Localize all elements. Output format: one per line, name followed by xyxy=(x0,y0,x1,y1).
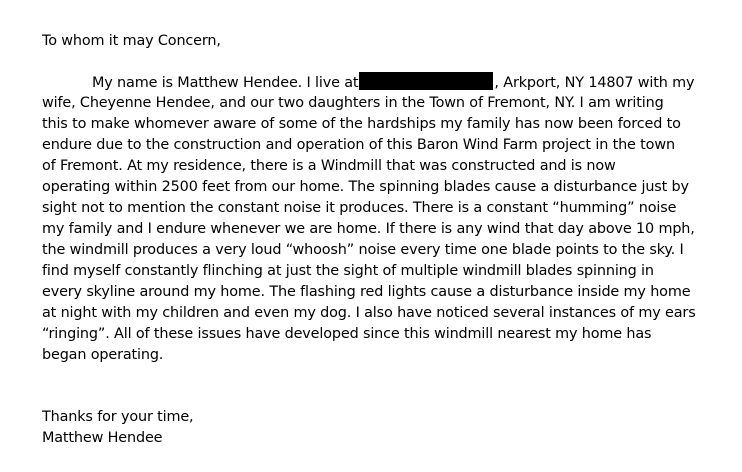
body-line: the windmill produces a very loud “whoosh” noise every time one blade points to the sky. I xyxy=(42,242,684,258)
body-line: at night with my children and even my dog. I also have noticed several instances of my ears xyxy=(42,305,696,321)
first-line-start: My name is Matthew Hendee. I live at xyxy=(92,75,359,91)
first-line-end: , Arkport, NY 14807 with my xyxy=(494,75,695,91)
signature: Matthew Hendee xyxy=(42,430,163,446)
body-line: operating within 2500 feet from our home. The spinning blades cause a disturbance just by xyxy=(42,179,689,195)
body-line: sight not to mention the constant noise it produces. There is a constant “humming” noise xyxy=(42,200,677,216)
body-line: of Fremont. At my residence, there is a Windmill that was constructed and is now xyxy=(42,158,616,174)
body-line: this to make whomever aware of some of the hardships my family has now been forced to xyxy=(42,116,681,132)
salutation: To whom it may Concern, xyxy=(42,33,221,49)
body-line: every skyline around my home. The flashing red lights cause a disturbance inside my home xyxy=(42,284,691,300)
closing: Thanks for your time, xyxy=(42,409,194,425)
body-line: endure due to the construction and operation of this Baron Wind Farm project in the town xyxy=(42,137,675,153)
body-line: wife, Cheyenne Hendee, and our two daughters in the Town of Fremont, NY. I am writing xyxy=(42,95,664,111)
body-line: find myself constantly flinching at just the sight of multiple windmill blades spinning in xyxy=(42,263,654,279)
first-paragraph-line xyxy=(92,72,694,94)
body-line: my family and I endure whenever we are home. If there is any wind that day above 10 mph, xyxy=(42,221,695,237)
redacted-address xyxy=(359,72,493,90)
body-line: began operating. xyxy=(42,347,164,363)
body-line: “ringing”. All of these issues have developed since this windmill nearest my home has xyxy=(42,326,652,342)
